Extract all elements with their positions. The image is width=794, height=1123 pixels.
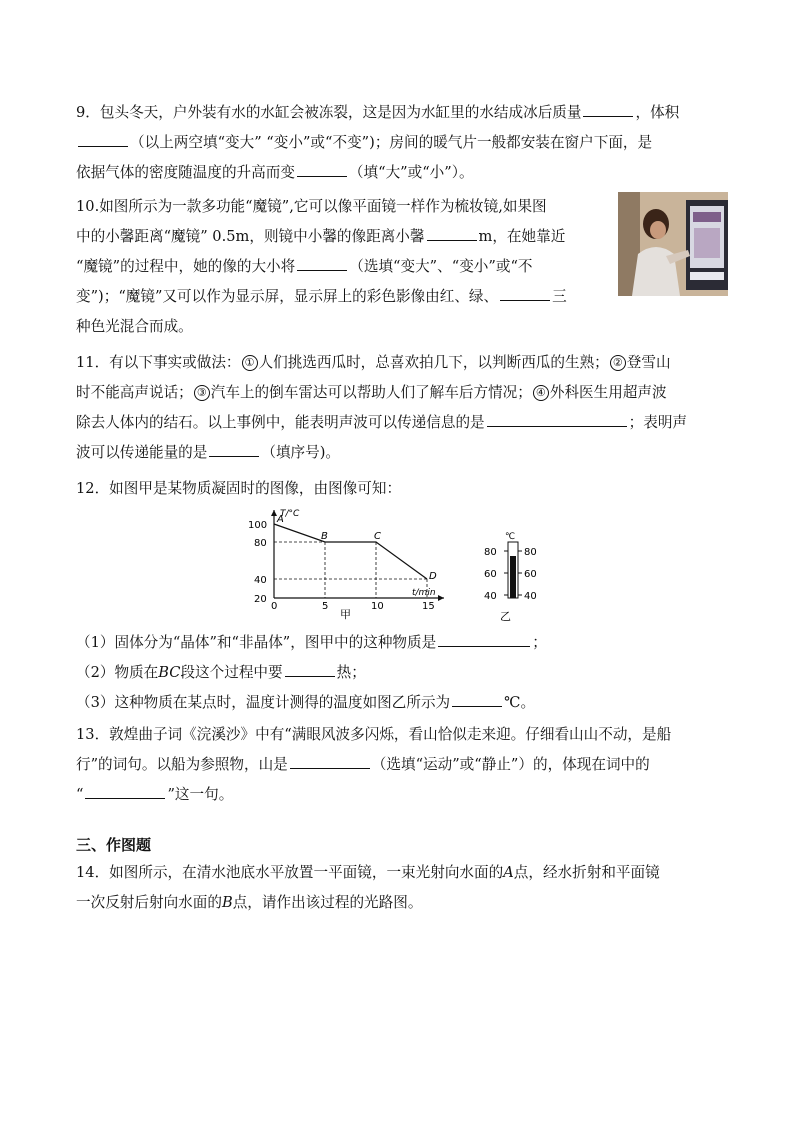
answer-blank[interactable] <box>285 660 335 677</box>
point-label-a: A <box>277 514 284 525</box>
q14-text: 点，经水折射和平面镜 <box>513 864 660 881</box>
point-label-d: D <box>429 571 437 582</box>
circled-number-1: ① <box>242 355 258 371</box>
q10-text: （选填“变大”、“变小”或“不 <box>349 258 533 275</box>
q13-text: ”这一句。 <box>167 786 234 803</box>
solidification-curve <box>274 524 427 579</box>
point-label-c: C <box>374 531 381 542</box>
question-13 <box>76 720 726 810</box>
x-tick-label: 5 <box>322 601 329 612</box>
x-axis-label: t/min <box>412 588 436 598</box>
q11-text: 11．有以下事实或做法： <box>76 354 241 371</box>
chart-caption: 甲 <box>340 608 351 621</box>
q9-text: ，体积 <box>635 104 680 121</box>
segment-label: BC <box>158 664 181 681</box>
question-9 <box>76 98 726 188</box>
thermometer-figure <box>478 530 558 622</box>
point-a-label: A <box>503 864 514 881</box>
q10-text: 10.如图所示为一款多功能“魔镜”,它可以像平面镜一样作为梳妆镜,如果图 <box>76 198 547 215</box>
y-tick-label: 40 <box>254 575 267 586</box>
q10-text: 中的小馨距离“魔镜” 0.5m，则镜中小馨的像距离小馨 <box>76 228 425 245</box>
question-14 <box>76 858 726 918</box>
point-b-label: B <box>221 894 233 911</box>
magic-mirror-image <box>618 192 728 296</box>
q12-text: 热； <box>336 664 366 681</box>
q14-text: 点，请作出该过程的光路图。 <box>232 894 423 911</box>
question-12-parts <box>76 628 726 718</box>
q14-text: 14．如图所示，在清水池底水平放置一平面镜，一束光射向水面的 <box>76 864 504 881</box>
q10-text: 三 <box>552 288 567 305</box>
thermometer-tick-left: 40 <box>484 591 497 602</box>
answer-blank[interactable] <box>297 254 347 271</box>
question-12 <box>76 474 726 504</box>
q12-text: 段这个过程中要 <box>180 664 283 681</box>
thermometer-tick-left: 60 <box>484 569 497 580</box>
q9-text: 依据气体的密度随温度的升高而变 <box>76 164 295 181</box>
circled-number-4: ④ <box>533 385 549 401</box>
thermometer-tick-left: 80 <box>484 547 497 558</box>
circled-number-2: ② <box>610 355 626 371</box>
answer-blank[interactable] <box>209 440 259 457</box>
q9-text: 9．包头冬天，户外装有水的水缸会被冻裂，这是因为水缸里的水结成冰后质量 <box>76 104 582 121</box>
y-tick-label: 20 <box>254 594 267 605</box>
q13-text: 行”的词句。以船为参照物，山是 <box>76 756 288 773</box>
solidification-chart <box>248 504 468 622</box>
answer-blank[interactable] <box>85 782 165 799</box>
x-tick-label: 0 <box>271 601 278 612</box>
q9-text: （填“大”或“小”）。 <box>348 164 474 181</box>
q11-text: 登雪山 <box>626 354 671 371</box>
q11-text: 人们挑选西瓜时，总喜欢拍几下，以判断西瓜的生熟； <box>258 354 609 371</box>
thermometer-liquid <box>510 556 516 598</box>
answer-blank[interactable] <box>487 410 627 427</box>
thermometer-caption: 乙 <box>500 610 511 622</box>
q13-text: “ <box>76 786 84 803</box>
q10-text: 种色光混合而成。 <box>76 318 193 335</box>
q10-text: “魔镜”的过程中，她的像的大小将 <box>76 258 296 275</box>
thermometer-tick-right: 60 <box>524 569 537 580</box>
q11-text: 汽车上的倒车雷达可以帮助人们了解车后方情况； <box>210 384 532 401</box>
q12-intro: 12．如图甲是某物质凝固时的图像，由图像可知： <box>76 480 402 497</box>
section-heading: 三、作图题 <box>76 836 152 854</box>
x-tick-label: 10 <box>371 601 384 612</box>
magic-mirror-photo <box>618 192 728 296</box>
q13-text: 13．敦煌曲子词《浣溪沙》中有“满眼风波多闪烁，看山恰似走来迎。仔细看山山不动，是船 <box>76 726 672 743</box>
q12-text: （2）物质在 <box>76 664 159 681</box>
q11-text: 除去人体内的结石。以上事例中，能表明声波可以传递信息的是 <box>76 414 485 431</box>
q11-text: ；表明声 <box>628 414 688 431</box>
answer-blank[interactable] <box>500 284 550 301</box>
answer-blank[interactable] <box>583 100 633 117</box>
q11-text: 外科医生用超声波 <box>549 384 667 401</box>
answer-blank[interactable] <box>427 224 477 241</box>
thermometer-unit: ℃ <box>505 532 516 542</box>
q12-text: ； <box>532 634 547 651</box>
question-11 <box>76 348 726 468</box>
q9-text: （以上两空填“变大” “变小”或“不变”)；房间的暖气片一般都安装在窗户下面，是 <box>130 134 653 151</box>
q12-text: （1）固体分为“晶体”和“非晶体”，图甲中的这种物质是 <box>76 634 437 651</box>
thermometer-tick-right: 80 <box>524 547 537 558</box>
y-tick-label: 100 <box>248 520 268 531</box>
x-axis-arrow <box>438 595 444 601</box>
answer-blank[interactable] <box>452 690 502 707</box>
q12-text: ℃。 <box>504 694 536 711</box>
y-axis-label: T/°C <box>280 509 300 519</box>
answer-blank[interactable] <box>78 130 128 147</box>
answer-blank[interactable] <box>297 160 347 177</box>
circled-number-3: ③ <box>194 385 210 401</box>
q10-text: 变”)；“魔镜”又可以作为显示屏，显示屏上的彩色影像由红、绿、 <box>76 288 499 305</box>
thermometer-tick-right: 40 <box>524 591 537 602</box>
q10-text: m，在她靠近 <box>478 228 566 245</box>
answer-blank[interactable] <box>290 752 370 769</box>
q11-text: 时不能高声说话； <box>76 384 193 401</box>
point-label-b: B <box>321 531 328 542</box>
y-tick-label: 80 <box>254 538 267 549</box>
question-10 <box>76 192 611 342</box>
x-tick-label: 15 <box>422 601 435 612</box>
q11-text: （填序号)。 <box>261 444 341 461</box>
q11-text: 波可以传递能量的是 <box>76 444 208 461</box>
q14-text: 一次反射后射向水面的 <box>76 894 222 911</box>
q12-text: （3）这种物质在某点时，温度计测得的温度如图乙所示为 <box>76 694 451 711</box>
q13-text: （选填“运动”或“静止”）的，体现在词中的 <box>371 756 650 773</box>
answer-blank[interactable] <box>438 630 530 647</box>
